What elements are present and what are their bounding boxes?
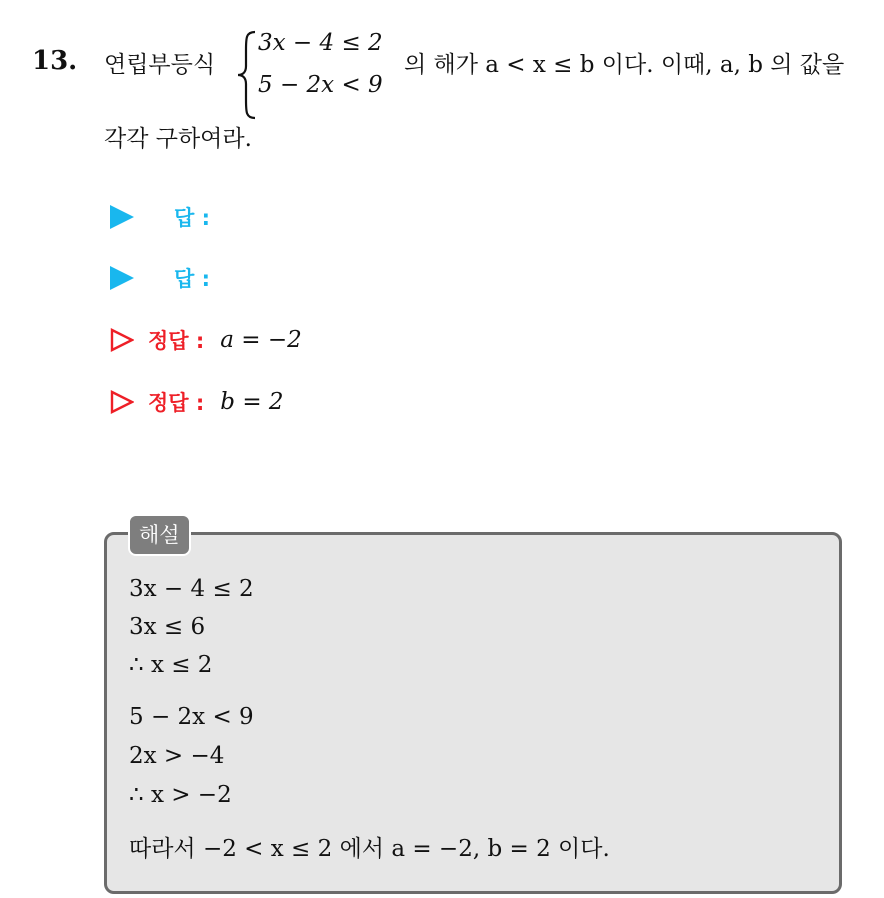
solution-line: 5 − 2x < 9 xyxy=(129,704,254,730)
question-suffix: 의 해가 a < x ≤ b 이다. 이때, a, b 의 값을 xyxy=(404,52,845,78)
play-triangle-icon xyxy=(110,266,134,290)
correct-answer-value: b = 2 xyxy=(220,389,284,415)
correct-answer-row-1 xyxy=(110,323,302,357)
question-number: 13. xyxy=(32,46,78,76)
solution-line: ∴ x ≤ 2 xyxy=(129,652,213,678)
play-triangle-icon xyxy=(110,205,134,229)
system-inequality-2: 5 − 2x < 9 xyxy=(258,72,383,98)
correct-answer-label: 정답 : xyxy=(148,391,205,415)
answer-label: 답 : xyxy=(174,267,210,291)
correct-answer-row-2 xyxy=(110,385,284,419)
correct-answer-value: a = −2 xyxy=(220,327,302,353)
solution-line: 2x > −4 xyxy=(129,743,225,769)
solution-line: ∴ x > −2 xyxy=(129,782,232,808)
question-line-2: 각각 구하여라. xyxy=(104,126,252,152)
solution-conclusion: 따라서 −2 < x ≤ 2 에서 a = −2, b = 2 이다. xyxy=(129,836,610,862)
correct-answer-label: 정답 : xyxy=(148,329,205,353)
answer-label: 답 : xyxy=(174,206,210,230)
solution-line: 3x − 4 ≤ 2 xyxy=(129,576,254,602)
question-prefix: 연립부등식 xyxy=(104,52,216,78)
answer-row-2 xyxy=(110,261,210,295)
answer-row-1 xyxy=(110,200,210,234)
system-inequality-1: 3x − 4 ≤ 2 xyxy=(258,30,383,56)
solution-line: 3x ≤ 6 xyxy=(129,614,206,640)
outline-triangle-icon xyxy=(110,390,134,414)
left-brace-icon xyxy=(236,30,258,120)
outline-triangle-icon xyxy=(110,328,134,352)
solution-title-tag: 해설 xyxy=(128,514,191,556)
